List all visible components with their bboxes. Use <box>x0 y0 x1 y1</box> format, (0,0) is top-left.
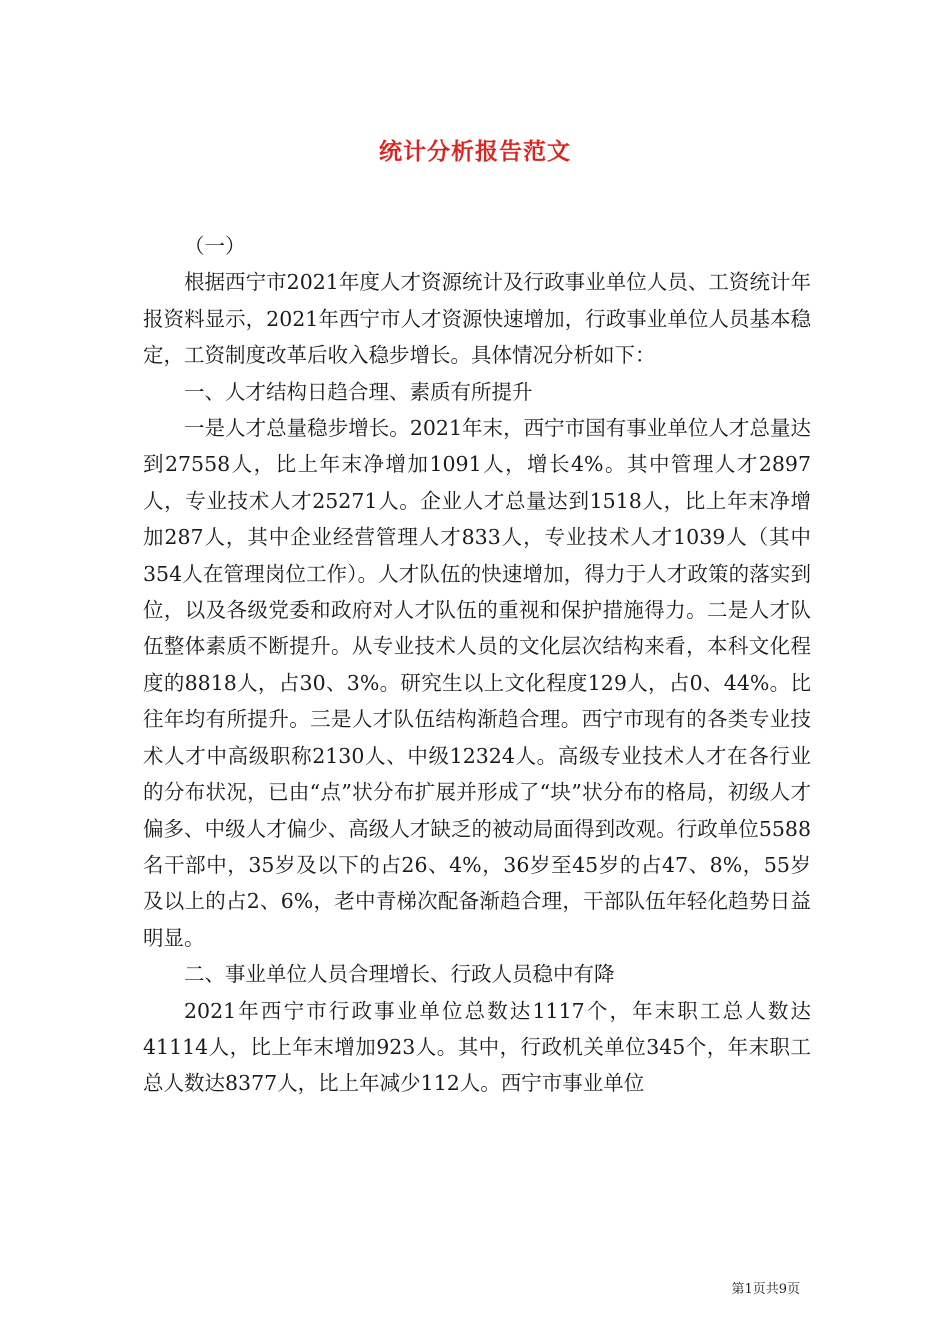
section-heading-2: 二、事业单位人员合理增长、行政人员稳中有降 <box>184 962 615 987</box>
section-marker: （一） <box>184 234 246 258</box>
paragraph-units: 2021年西宁市行政事业单位总数达1117个，年末职工总人数达41114人，比上年末增加923人。其中，行政机关单位345个，年末职工总人数达8377人，比上年减少112人。西宁市事业单位 <box>143 998 811 1096</box>
paragraph-intro: 根据西宁市2021年度人才资源统计及行政事业单位人员、工资统计年报资料显示，2021年西宁市人才资源快速增加，行政事业单位人员基本稳定，工资制度改革后收入稳步增长。具体情况分析如下： <box>143 270 811 368</box>
document-title: 统计分析报告范文 <box>379 138 571 165</box>
paragraph-talent: 一是人才总量稳步增长。2021年末，西宁市国有事业单位人才总量达到27558人，比上年末净增加1091人，增长4%。其中管理人才2897人，专业技术人才25271人。企业人才总量达到1518人，比上年末净增加287人，其中企业经营管理人才833人，专业技术人才1039人（其中354人在管理岗位工作）。人才队伍的快速增加，得力于人才政策的落实到位，以及各级党委和政府对人才队伍的重视和保护措施得力。二是人才队伍整体素质不断提升。从专业技术人员的文化层次结构来看，本科文化程度的8818人，占30、3%。研究生以上文化程度129人，占0、44%。比往年均有所提升。三是人才队伍结构渐趋合理。西宁市现有的各类专业技术人才中高级职称2130人、中级12324人。高级专业技术人才在各行业的分布状况，已由“点”状分布扩展并形成了“块”状分布的格局，初级人才偏多、中级人才偏少、高级人才缺乏的被动局面得到改观。行政单位5588名干部中，35岁及以下的占26、4%，36岁至45岁的占47、8%，55岁及以上的占2、6%，老中青梯次配备渐趋合理，干部队伍年轻化趋势日益明显。 <box>143 416 811 950</box>
page-number: 第1页共9页 <box>731 1282 800 1297</box>
document-body <box>143 228 811 1102</box>
section-heading-1: 一、人才结构日趋合理、素质有所提升 <box>184 379 533 404</box>
